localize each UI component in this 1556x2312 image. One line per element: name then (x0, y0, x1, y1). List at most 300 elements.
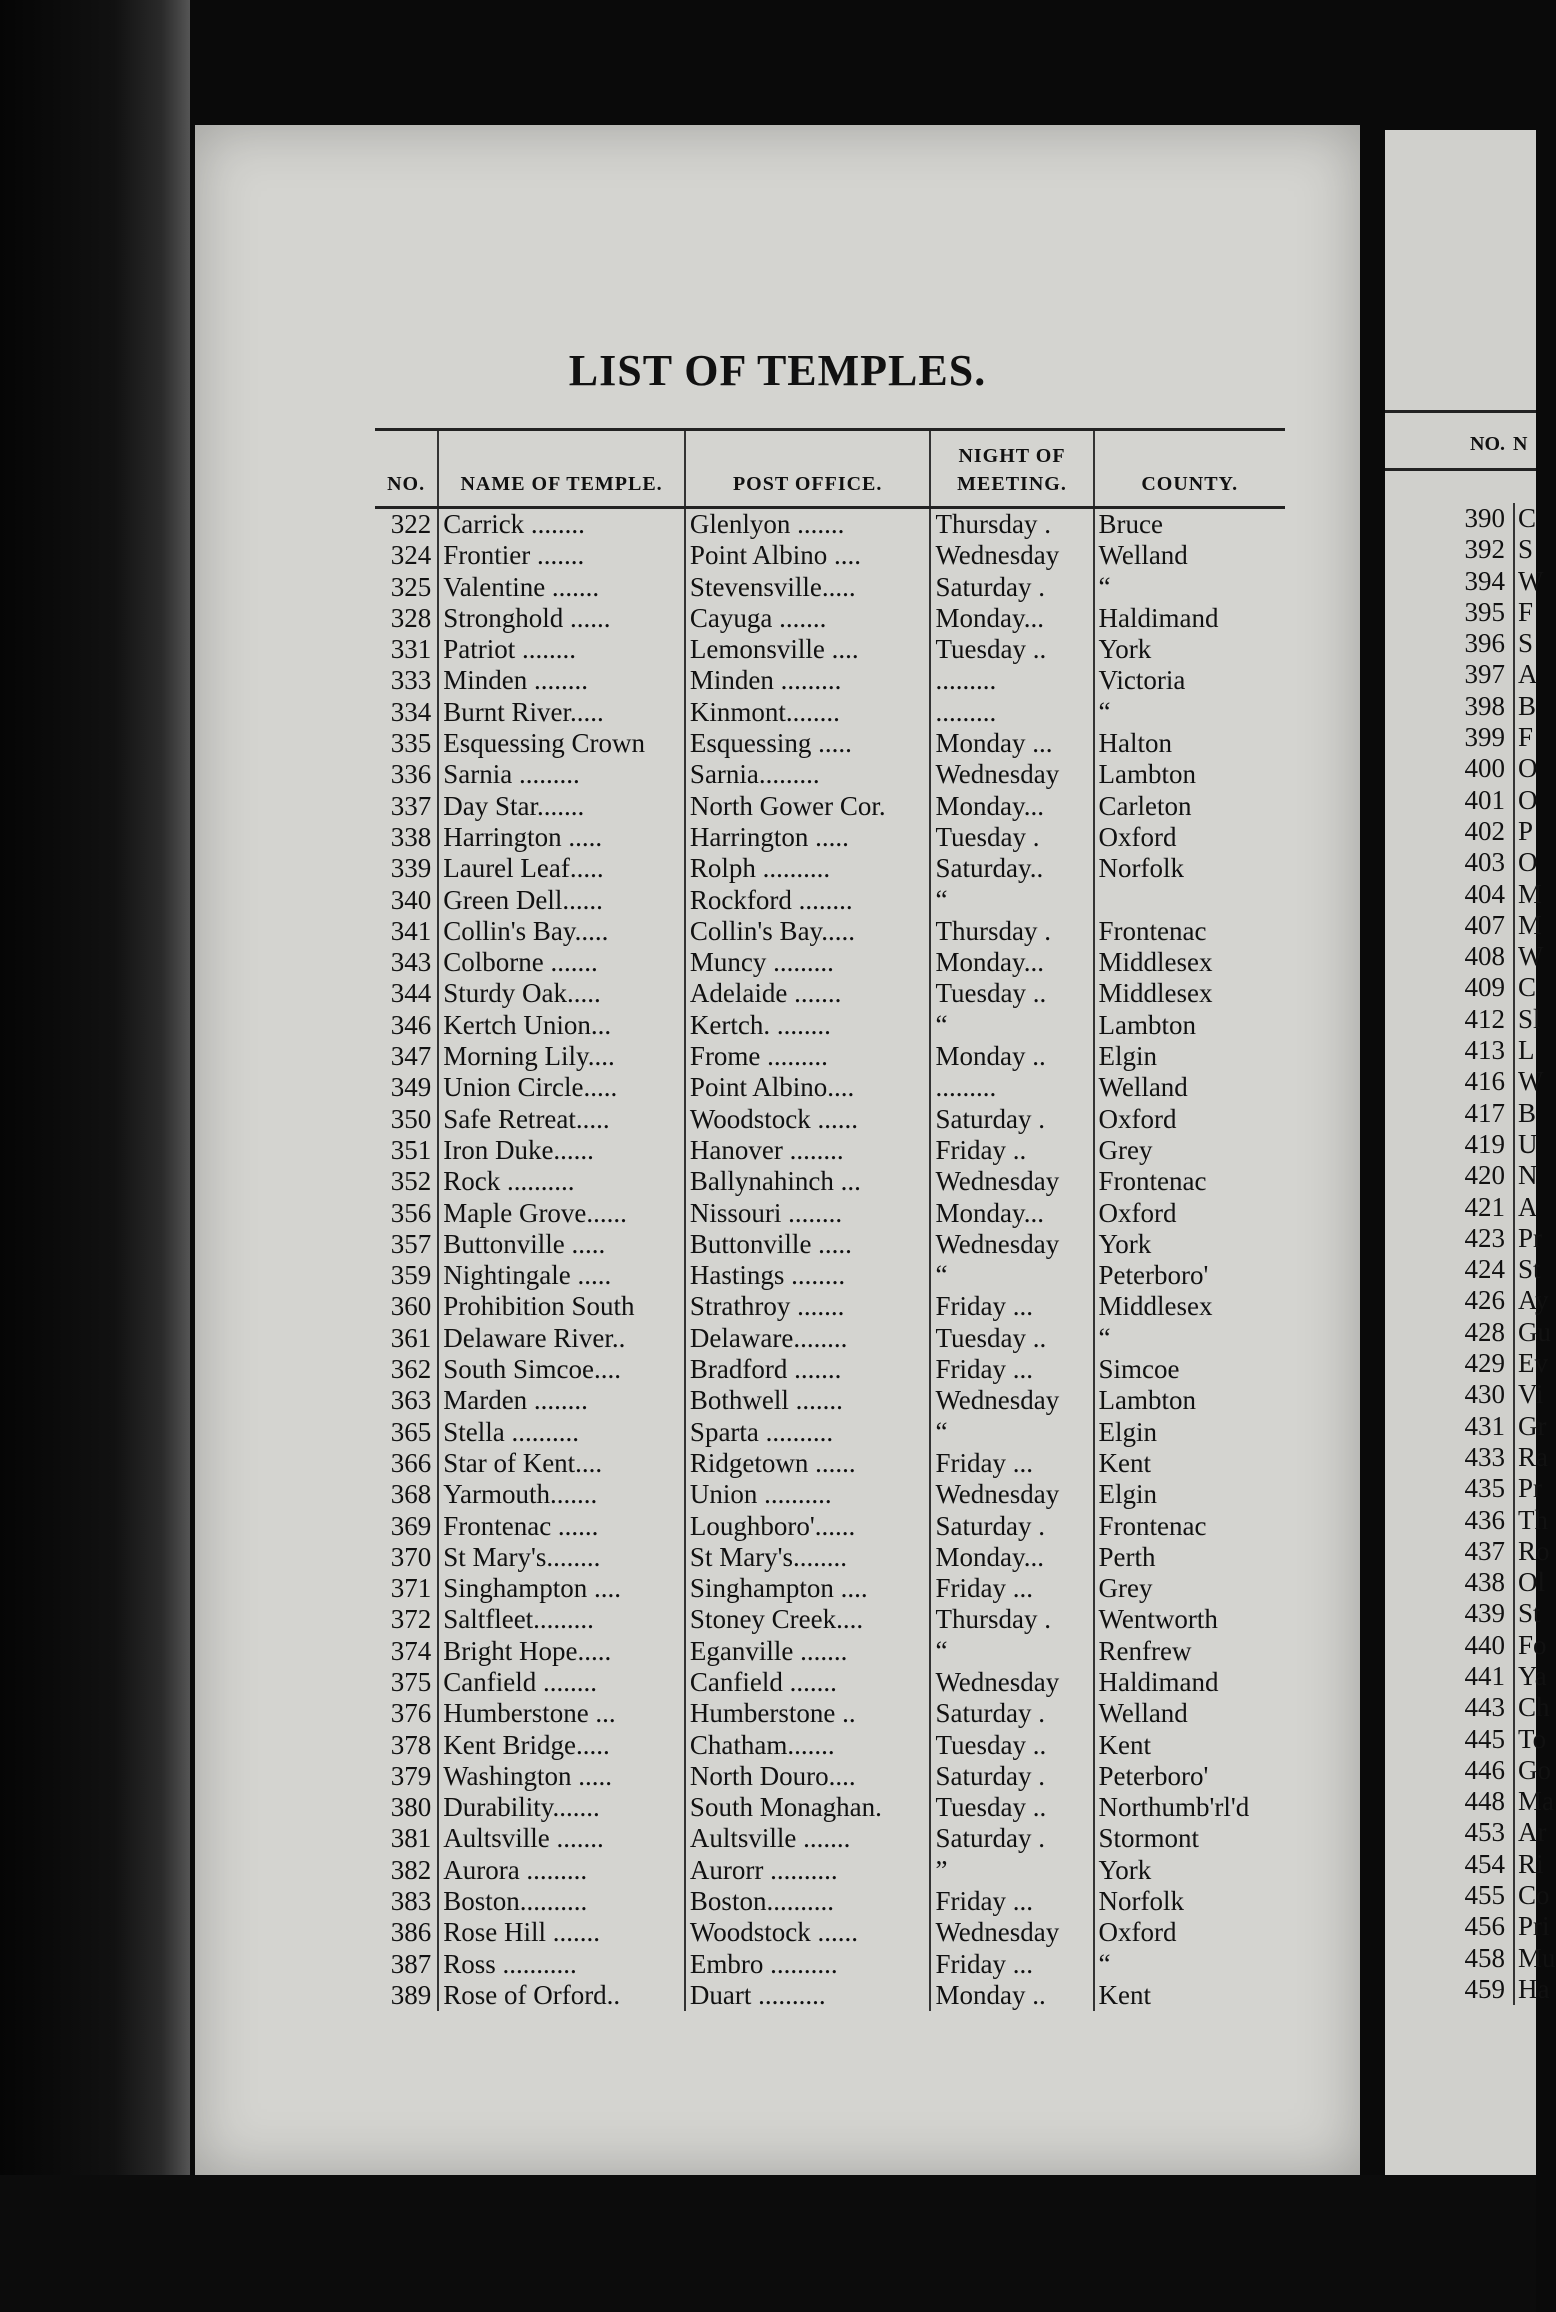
temple-name: Saltfleet......... (438, 1604, 685, 1635)
temple-name: Harrington ..... (438, 822, 685, 853)
night-of-meeting: “ (930, 1417, 1093, 1448)
county: York (1094, 1229, 1285, 1260)
night-of-meeting: Monday... (930, 1542, 1093, 1573)
night-of-meeting: ......... (930, 1072, 1093, 1103)
post-office: North Gower Cor. (685, 791, 931, 822)
night-of-meeting: Saturday . (930, 1511, 1093, 1542)
temple-name: Colborne ....... (438, 947, 685, 978)
night-of-meeting: Thursday . (930, 508, 1093, 541)
right-row-name-fragment: Ra (1513, 1442, 1548, 1473)
post-office: Lemonsville .... (685, 634, 931, 665)
post-office: Sarnia......... (685, 759, 931, 790)
temple-name: Bright Hope..... (438, 1636, 685, 1667)
right-row-number: 430 (1464, 1379, 1505, 1410)
table-row (375, 1542, 1285, 1573)
right-list-item (1385, 1192, 1536, 1223)
temple-name: Valentine ....... (438, 572, 685, 603)
right-list-item (1385, 1754, 1551, 1786)
table-row (375, 728, 1285, 759)
right-row-number: 433 (1464, 1441, 1505, 1472)
temple-name: Washington ..... (438, 1761, 685, 1792)
right-row-name-fragment: Ar (1513, 1817, 1547, 1848)
right-row-number: 455 (1464, 1880, 1505, 1911)
post-office: Ridgetown ...... (685, 1448, 931, 1479)
row-number: 344 (390, 978, 432, 1009)
post-office: Rolph .......... (685, 853, 931, 884)
night-of-meeting: Saturday . (930, 572, 1093, 603)
night-of-meeting: Tuesday . (930, 822, 1093, 853)
post-office: Ballynahinch ... (685, 1166, 931, 1197)
temple-name: St Mary's........ (438, 1542, 685, 1573)
post-office: Loughboro'...... (685, 1511, 931, 1542)
county: Lambton (1094, 1385, 1285, 1416)
post-office: Hastings ........ (685, 1260, 931, 1291)
row-number: 380 (390, 1792, 432, 1823)
post-office: Cayuga ....... (685, 603, 931, 634)
right-row-number: 395 (1464, 596, 1505, 627)
right-list-item (1385, 1066, 1544, 1097)
right-row-number: 409 (1464, 972, 1505, 1003)
post-office: Bothwell ....... (685, 1385, 931, 1416)
row-number: 322 (390, 509, 432, 539)
row-number: 349 (390, 1072, 432, 1103)
right-list-item (1385, 628, 1536, 659)
temple-name: Aurora ......... (438, 1855, 685, 1886)
post-office: Woodstock ...... (685, 1917, 931, 1948)
table-row (375, 1417, 1285, 1448)
row-number: 336 (390, 759, 432, 790)
right-row-number: 390 (1464, 503, 1505, 533)
county: Lambton (1094, 1010, 1285, 1041)
county: “ (1094, 572, 1285, 603)
right-row-number: 437 (1464, 1535, 1505, 1566)
county: Halton (1094, 728, 1285, 759)
right-row-name-fragment: P (1513, 816, 1533, 847)
county: Grey (1094, 1135, 1285, 1166)
right-list-item (1385, 1348, 1548, 1379)
temple-name: Union Circle..... (438, 1072, 685, 1103)
temple-name: Kertch Union... (438, 1010, 685, 1041)
county: Haldimand (1094, 1667, 1285, 1698)
temple-name: Star of Kent.... (438, 1448, 685, 1479)
table-row (375, 508, 1285, 541)
table-row (375, 885, 1285, 916)
night-of-meeting: Wednesday (930, 1917, 1093, 1948)
right-page (1385, 130, 1556, 2180)
right-page-list (1385, 503, 1556, 2005)
right-row-number: 441 (1464, 1660, 1505, 1691)
row-number: 325 (390, 571, 432, 602)
night-of-meeting: Friday ... (930, 1354, 1093, 1385)
right-list-item (1385, 1723, 1547, 1755)
right-row-number: 417 (1464, 1097, 1505, 1128)
temple-name: Kent Bridge..... (438, 1730, 685, 1761)
night-of-meeting: Monday... (930, 947, 1093, 978)
post-office: Sparta .......... (685, 1417, 931, 1448)
post-office: North Douro.... (685, 1761, 931, 1792)
row-number: 363 (390, 1385, 432, 1416)
temple-name: Stronghold ...... (438, 603, 685, 634)
row-number: 350 (390, 1103, 432, 1134)
night-of-meeting: Saturday . (930, 1104, 1093, 1135)
right-row-number: 400 (1464, 753, 1505, 784)
right-row-number: 408 (1464, 941, 1505, 972)
row-number: 359 (390, 1260, 432, 1291)
table-row (375, 634, 1285, 665)
table-row (375, 1291, 1285, 1322)
temple-name: Day Star....... (438, 791, 685, 822)
night-of-meeting: Wednesday (930, 540, 1093, 571)
table-row (375, 822, 1285, 853)
table-row (375, 1917, 1285, 1948)
right-row-name-fragment: O (1513, 847, 1538, 878)
post-office: Kertch. ........ (685, 1010, 931, 1041)
post-office: Buttonville ..... (685, 1229, 931, 1260)
table-row (375, 1823, 1285, 1854)
right-row-number: 453 (1464, 1817, 1505, 1848)
post-office: South Monaghan. (685, 1792, 931, 1823)
night-of-meeting: Wednesday (930, 1229, 1093, 1260)
temple-name: Sturdy Oak..... (438, 978, 685, 1009)
table-row (375, 1573, 1285, 1604)
row-number: 356 (390, 1197, 432, 1228)
header-name: NAME OF TEMPLE. (438, 430, 685, 508)
row-number: 365 (390, 1416, 432, 1447)
county: Frontenac (1094, 916, 1285, 947)
row-number: 376 (390, 1698, 432, 1729)
county: Stormont (1094, 1823, 1285, 1854)
right-list-item (1385, 847, 1536, 878)
night-of-meeting: Tuesday .. (930, 978, 1093, 1009)
right-row-name-fragment: F (1513, 597, 1533, 628)
table-row (375, 697, 1285, 728)
night-of-meeting: Friday ... (930, 1573, 1093, 1604)
right-row-name-fragment: B (1513, 691, 1536, 722)
night-of-meeting: Wednesday (930, 1166, 1093, 1197)
header-post-office: POST OFFICE. (685, 430, 931, 508)
bottom-shadow (0, 2175, 1536, 2312)
book-binding-shadow (0, 0, 190, 2312)
county: Welland (1094, 1698, 1285, 1729)
night-of-meeting: Monday... (930, 603, 1093, 634)
right-row-name-fragment: O (1513, 785, 1538, 816)
right-list-item (1385, 909, 1543, 941)
county: Frontenac (1094, 1511, 1285, 1542)
right-row-number: 436 (1464, 1504, 1505, 1535)
post-office: Singhampton .... (685, 1573, 931, 1604)
right-row-number: 420 (1464, 1160, 1505, 1191)
table-header-row (375, 430, 1285, 508)
right-row-name-fragment: Ev (1513, 1348, 1548, 1379)
county: Middlesex (1094, 1291, 1285, 1322)
row-number: 347 (390, 1041, 432, 1072)
table-row (375, 1198, 1285, 1229)
county: Kent (1094, 1730, 1285, 1761)
right-row-number: 426 (1464, 1285, 1505, 1316)
post-office: Harrington ..... (685, 822, 931, 853)
temple-name: Marden ........ (438, 1385, 685, 1416)
right-row-number: 421 (1464, 1191, 1505, 1222)
row-number: 366 (390, 1447, 432, 1478)
table-row (375, 572, 1285, 603)
table-row (375, 1229, 1285, 1260)
county: Oxford (1094, 1917, 1285, 1948)
table-row (375, 791, 1285, 822)
post-office: Rockford ........ (685, 885, 931, 916)
right-list-item (1385, 1567, 1545, 1598)
right-row-name-fragment: Ha (1513, 1974, 1549, 2005)
right-list-item (1385, 1410, 1547, 1442)
table-row (375, 1166, 1285, 1197)
post-office: Point Albino.... (685, 1072, 931, 1103)
right-row-name-fragment: Gr (1513, 1411, 1547, 1442)
night-of-meeting: Monday .. (930, 1041, 1093, 1072)
night-of-meeting: Wednesday (930, 1479, 1093, 1510)
post-office: Minden ......... (685, 665, 931, 696)
county: Wentworth (1094, 1604, 1285, 1635)
right-row-number: 435 (1464, 1473, 1505, 1504)
temple-name: Prohibition South (438, 1291, 685, 1322)
temple-name: Rose Hill ....... (438, 1917, 685, 1948)
row-number: 339 (390, 853, 432, 884)
row-number: 346 (390, 1009, 432, 1040)
county: Oxford (1094, 822, 1285, 853)
table-row (375, 540, 1285, 571)
post-office: Canfield ....... (685, 1667, 931, 1698)
right-row-number: 396 (1464, 628, 1505, 659)
right-row-name-fragment: Ya (1513, 1661, 1547, 1692)
right-row-name-fragment: Pri (1513, 1911, 1550, 1942)
row-number: 362 (390, 1354, 432, 1385)
right-list-item (1385, 1222, 1543, 1254)
right-list-item (1385, 1692, 1550, 1723)
night-of-meeting: Saturday . (930, 1823, 1093, 1854)
row-number: 324 (390, 540, 432, 571)
row-number: 351 (390, 1134, 432, 1165)
row-number: 370 (390, 1541, 432, 1572)
temple-name: Green Dell...... (438, 885, 685, 916)
temple-name: Durability....... (438, 1792, 685, 1823)
row-number: 371 (390, 1573, 432, 1604)
right-row-name-fragment: Co (1513, 1880, 1550, 1911)
table-row (375, 1479, 1285, 1510)
post-office: Duart .......... (685, 1980, 931, 2011)
night-of-meeting: Saturday . (930, 1698, 1093, 1729)
temple-name: Frontenac ...... (438, 1511, 685, 1542)
county: Middlesex (1094, 978, 1285, 1009)
right-row-number: 438 (1464, 1567, 1505, 1598)
right-list-item (1385, 785, 1536, 816)
right-list-item (1385, 1817, 1547, 1848)
right-list-item (1385, 534, 1536, 565)
county: York (1094, 1855, 1285, 1886)
right-row-name-fragment: A (1513, 1192, 1538, 1223)
post-office: Woodstock ...... (685, 1104, 931, 1135)
post-office: Esquessing ..... (685, 728, 931, 759)
temple-name: Aultsville ....... (438, 1823, 685, 1854)
table-row (375, 603, 1285, 634)
night-of-meeting: Thursday . (930, 916, 1093, 947)
table-row (375, 1010, 1285, 1041)
right-list-item (1385, 1129, 1536, 1160)
right-row-name-fragment: St (1513, 1598, 1541, 1629)
temples-table (375, 428, 1285, 2011)
right-list-item (1385, 1098, 1536, 1129)
night-of-meeting: ” (930, 1855, 1093, 1886)
right-list-item (1385, 816, 1536, 847)
right-list-item (1385, 1160, 1536, 1191)
post-office: Hanover ........ (685, 1135, 931, 1166)
right-list-item (1385, 1535, 1550, 1567)
table-row (375, 1636, 1285, 1667)
right-row-number: 446 (1464, 1754, 1505, 1785)
row-number: 328 (390, 602, 432, 633)
right-row-number: 394 (1464, 565, 1505, 596)
table-row (375, 1511, 1285, 1542)
right-row-name-fragment: L (1513, 1035, 1535, 1066)
row-number: 331 (390, 634, 432, 665)
right-header-no: NO. (1470, 433, 1505, 455)
row-number: 372 (390, 1604, 432, 1635)
right-row-name-fragment: Sl (1513, 1004, 1541, 1035)
row-number: 357 (390, 1228, 432, 1259)
right-list-item (1385, 1035, 1536, 1066)
right-row-name-fragment: C (1513, 972, 1536, 1003)
right-list-item (1385, 597, 1536, 628)
post-office: Embro .......... (685, 1949, 931, 1980)
header-county: COUNTY. (1094, 430, 1285, 508)
county: Norfolk (1094, 853, 1285, 884)
right-page-header (1385, 410, 1536, 471)
row-number: 382 (390, 1854, 432, 1885)
post-office: Humberstone .. (685, 1698, 931, 1729)
night-of-meeting: Tuesday .. (930, 1792, 1093, 1823)
county: Lambton (1094, 759, 1285, 790)
right-row-name-fragment: Fo (1513, 1630, 1547, 1661)
right-row-name-fragment: Ma (1513, 1786, 1554, 1817)
right-row-number: 416 (1464, 1066, 1505, 1097)
table-row (375, 1980, 1285, 2011)
header-night: NIGHT OF MEETING. (930, 430, 1093, 508)
county: Perth (1094, 1542, 1285, 1573)
table-row (375, 947, 1285, 978)
table-row (375, 1949, 1285, 1980)
table-row (375, 1323, 1285, 1354)
night-of-meeting: Monday... (930, 791, 1093, 822)
right-list-item (1385, 722, 1536, 753)
county: “ (1094, 697, 1285, 728)
right-list-item (1385, 1441, 1548, 1473)
right-row-number: 402 (1464, 815, 1505, 846)
row-number: 378 (390, 1729, 432, 1760)
right-row-name-fragment: U (1513, 1129, 1538, 1160)
night-of-meeting: Friday .. (930, 1135, 1093, 1166)
night-of-meeting: Monday ... (930, 728, 1093, 759)
right-list-item (1385, 503, 1536, 534)
night-of-meeting: Wednesday (930, 1385, 1093, 1416)
right-list-item (1385, 1786, 1554, 1817)
county: Peterboro' (1094, 1260, 1285, 1291)
post-office: Eganville ....... (685, 1636, 931, 1667)
right-row-number: 459 (1464, 1973, 1505, 2004)
night-of-meeting: Monday... (930, 1198, 1093, 1229)
right-row-name-fragment: St (1513, 1254, 1541, 1285)
right-row-number: 401 (1464, 784, 1505, 815)
temple-name: Frontier ....... (438, 540, 685, 571)
right-list-item (1385, 1254, 1541, 1285)
right-list-item (1385, 1316, 1551, 1348)
right-row-number: 412 (1464, 1003, 1505, 1034)
right-row-name-fragment: Ro (1513, 1536, 1550, 1567)
right-list-item (1385, 1911, 1550, 1942)
county: Welland (1094, 540, 1285, 571)
right-row-name-fragment: Pr (1513, 1223, 1542, 1254)
row-number: 343 (390, 947, 432, 978)
county: “ (1094, 1949, 1285, 1980)
county: Haldimand (1094, 603, 1285, 634)
right-row-name-fragment: Ri (1513, 1849, 1544, 1880)
night-of-meeting: Friday ... (930, 1949, 1093, 1980)
row-number: 337 (390, 790, 432, 821)
county: Oxford (1094, 1198, 1285, 1229)
right-list-item (1385, 1598, 1541, 1629)
temple-name: Buttonville ..... (438, 1229, 685, 1260)
post-office: Chatham....... (685, 1730, 931, 1761)
temple-name: Patriot ........ (438, 634, 685, 665)
temple-name: Safe Retreat..... (438, 1104, 685, 1135)
page-title: LIST OF TEMPLES. (568, 346, 987, 395)
right-header-name: N (1513, 433, 1528, 455)
post-office: Frome ......... (685, 1041, 931, 1072)
table-row (375, 1260, 1285, 1291)
county: Bruce (1094, 508, 1285, 541)
county: Kent (1094, 1980, 1285, 2011)
right-row-number: 445 (1464, 1723, 1505, 1754)
temple-name: Nightingale ..... (438, 1260, 685, 1291)
post-office: Aurorr .......... (685, 1855, 931, 1886)
right-list-item (1385, 1660, 1547, 1692)
table-row (375, 1448, 1285, 1479)
night-of-meeting: Saturday.. (930, 853, 1093, 884)
table-row (375, 1072, 1285, 1103)
night-of-meeting: “ (930, 1010, 1093, 1041)
post-office: Kinmont........ (685, 697, 931, 728)
right-list-item (1385, 972, 1536, 1003)
right-list-item (1385, 1003, 1541, 1035)
right-row-name-fragment: Gu (1513, 1317, 1551, 1348)
night-of-meeting: Wednesday (930, 759, 1093, 790)
right-row-number: 443 (1464, 1692, 1505, 1723)
right-row-number: 456 (1464, 1911, 1505, 1942)
row-number: 334 (390, 696, 432, 727)
table-row (375, 1041, 1285, 1072)
temple-name: Delaware River.. (438, 1323, 685, 1354)
temple-name: Ross ........... (438, 1949, 685, 1980)
right-row-name-fragment: M (1513, 910, 1542, 941)
row-number: 360 (390, 1291, 432, 1322)
night-of-meeting: ......... (930, 697, 1093, 728)
right-row-number: 431 (1464, 1410, 1505, 1441)
county: Frontenac (1094, 1166, 1285, 1197)
temple-name: Boston.......... (438, 1886, 685, 1917)
right-row-name-fragment: W (1513, 941, 1543, 972)
right-row-name-fragment: Ch (1513, 1692, 1550, 1723)
right-list-item (1385, 1973, 1550, 2005)
night-of-meeting: Friday ... (930, 1291, 1093, 1322)
temple-name: Humberstone ... (438, 1698, 685, 1729)
temple-name: Minden ........ (438, 665, 685, 696)
table-row (375, 759, 1285, 790)
